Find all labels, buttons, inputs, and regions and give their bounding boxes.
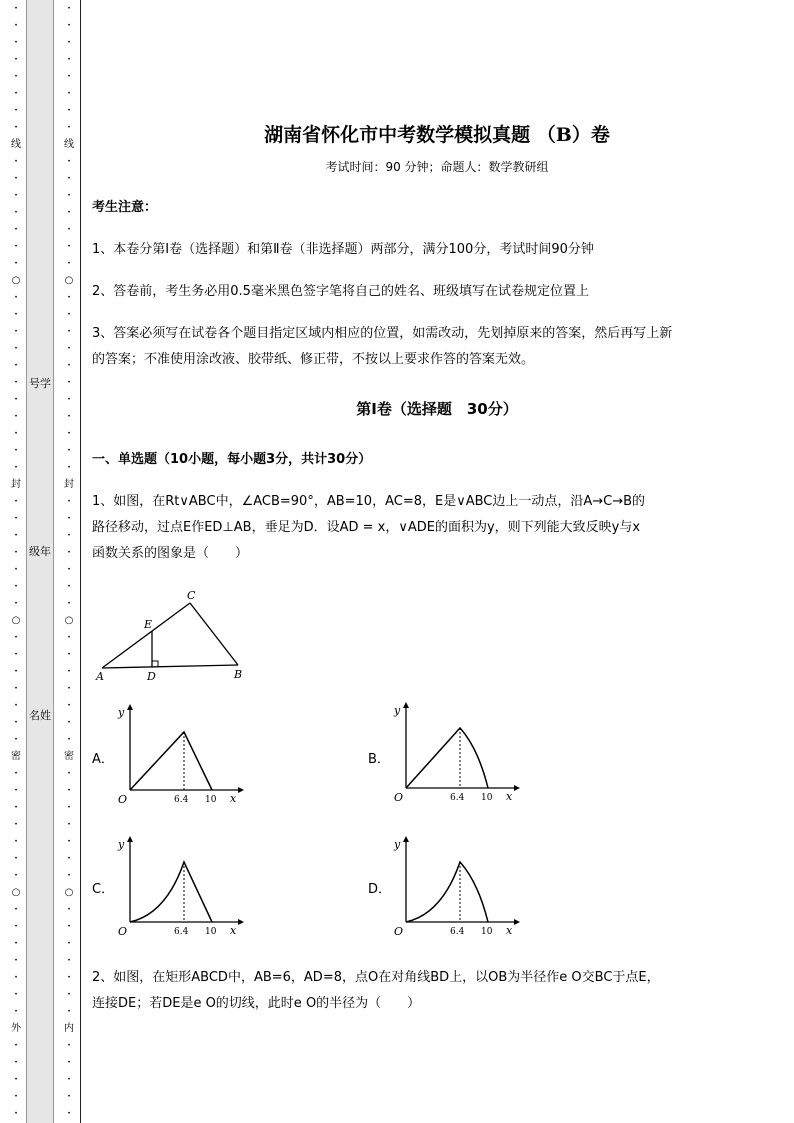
notice-item-3: 3、答案必须写在试卷各个题目指定区域内相应的位置，如需改动，先划掉原来的答案，然后再写上新: [92, 326, 673, 341]
binding-dot: •: [67, 872, 71, 879]
notice-item-2: 2、答卷前，考生务必用0.5毫米黑色签字笔将自己的姓名、班级填写在试卷规定位置上: [92, 284, 589, 299]
binding-dot: •: [14, 1042, 18, 1049]
binding-dot: •: [14, 1076, 18, 1083]
option-c-graph[interactable]: [116, 834, 246, 944]
option-d-label[interactable]: D．: [368, 882, 392, 897]
binding-dot: •: [14, 549, 18, 556]
binding-dot: •: [14, 430, 18, 437]
tick-6-4: 6.4: [174, 795, 189, 805]
binding-info-column: [26, 0, 54, 1123]
binding-label: ○: [11, 275, 21, 286]
binding-dot: •: [67, 413, 71, 420]
binding-dot: •: [14, 821, 18, 828]
binding-label: 外: [11, 1023, 21, 1034]
binding-dot: •: [67, 464, 71, 471]
notice-item-3-cont: 的答案；不准使用涂改液、胶带纸、修正带，不按以上要求作答的答案无效。: [92, 352, 535, 367]
binding-dot: •: [67, 209, 71, 216]
origin-label: O: [118, 925, 128, 938]
binding-dot: •: [67, 668, 71, 675]
binding-dot: •: [67, 974, 71, 981]
binding-dot: •: [67, 362, 71, 369]
tick-10: 10: [481, 793, 493, 803]
q2-line2: 连接DE；若DE是e O的切线，此时e O的半径为（ ）: [92, 996, 421, 1011]
binding-dot: •: [14, 345, 18, 352]
binding-dot: •: [14, 1110, 18, 1117]
binding-dots-outer: [8, 0, 24, 1123]
side-ab: [102, 665, 238, 668]
binding-dot: •: [14, 39, 18, 46]
binding-dot: •: [14, 515, 18, 522]
binding-dot: •: [14, 1008, 18, 1015]
side-cb: [190, 603, 238, 665]
label-c: C: [187, 589, 196, 602]
binding-dot: •: [67, 175, 71, 182]
label-d: D: [147, 670, 156, 683]
binding-dot: •: [14, 651, 18, 658]
binding-label: 内: [64, 1023, 74, 1034]
binding-dot: •: [67, 515, 71, 522]
name-label: 名姓: [29, 709, 51, 722]
option-b-graph[interactable]: [392, 700, 522, 810]
binding-dot: •: [67, 430, 71, 437]
binding-dot: •: [14, 787, 18, 794]
binding-dot: •: [67, 702, 71, 709]
binding-dot: •: [67, 736, 71, 743]
binding-dot: •: [67, 192, 71, 199]
tick-10: 10: [205, 795, 217, 805]
student-number-label: 号学: [29, 377, 51, 390]
binding-dot: •: [67, 226, 71, 233]
notice-item-1: 1、本卷分第Ⅰ卷（选择题）和第Ⅱ卷（非选择题）两部分，满分100分，考试时间90分钟: [92, 242, 594, 257]
binding-dot: •: [14, 1059, 18, 1066]
option-c-label[interactable]: C．: [92, 882, 115, 897]
binding-dot: •: [67, 90, 71, 97]
binding-dot: •: [67, 311, 71, 318]
q1-triangle-figure: [92, 585, 252, 685]
binding-dot: •: [67, 379, 71, 386]
binding-dot: •: [14, 702, 18, 709]
binding-dot: •: [67, 124, 71, 131]
binding-label: 密: [64, 751, 74, 762]
binding-dot: •: [14, 872, 18, 879]
x-axis-label: x: [230, 924, 237, 937]
binding-dot: •: [67, 498, 71, 505]
binding-dot: •: [67, 719, 71, 726]
binding-dot: •: [14, 124, 18, 131]
binding-dot: •: [67, 600, 71, 607]
binding-dot: •: [67, 549, 71, 556]
binding-dot: •: [67, 940, 71, 947]
curve-a: [130, 732, 212, 790]
label-b: B: [234, 668, 243, 681]
q1-line2: 路径移动，过点E作ED⊥AB，垂足为D．设AD = x，∨ADE的面积为y，则下列能大致反映y与x: [92, 520, 641, 535]
binding-dots-inner: [60, 0, 78, 1123]
section-title: 第Ⅰ卷（选择题 30分）: [356, 400, 518, 418]
binding-dot: •: [67, 107, 71, 114]
option-a-label[interactable]: A．: [92, 752, 114, 767]
binding-dot: •: [67, 787, 71, 794]
curve-d: [406, 862, 488, 922]
binding-label: ○: [64, 887, 74, 898]
binding-dot: •: [14, 90, 18, 97]
tick-6-4: 6.4: [450, 927, 465, 937]
binding-dot: •: [14, 56, 18, 63]
binding-dot: •: [14, 923, 18, 930]
binding-dot: •: [67, 651, 71, 658]
binding-dot: •: [14, 447, 18, 454]
binding-dot: •: [14, 940, 18, 947]
binding-dot: •: [67, 957, 71, 964]
binding-dot: •: [67, 1093, 71, 1100]
curve-c: [130, 862, 212, 922]
binding-dot: •: [67, 804, 71, 811]
binding-dot: •: [67, 294, 71, 301]
binding-dot: •: [67, 770, 71, 777]
binding-dot: •: [14, 22, 18, 29]
binding-dot: •: [67, 158, 71, 165]
binding-dot: •: [14, 957, 18, 964]
grade-label: 级年: [29, 545, 51, 558]
binding-dot: •: [67, 260, 71, 267]
binding-line: [80, 0, 81, 1123]
binding-dot: •: [67, 821, 71, 828]
y-axis-label: y: [394, 838, 401, 851]
binding-dot: •: [14, 855, 18, 862]
binding-dot: •: [14, 379, 18, 386]
binding-dot: •: [14, 413, 18, 420]
tick-10: 10: [205, 927, 217, 937]
binding-dot: •: [14, 260, 18, 267]
origin-label: O: [394, 791, 404, 804]
binding-dot: •: [67, 634, 71, 641]
binding-dot: •: [14, 838, 18, 845]
binding-dot: •: [14, 668, 18, 675]
binding-dot: •: [14, 583, 18, 590]
binding-dot: •: [14, 1093, 18, 1100]
binding-dot: •: [14, 294, 18, 301]
q1-line1: 1、如图，在Rt∨ABC中，∠ACB=90°，AB=10，AC=8，E是∨ABC边上一动点，沿A→C→B的: [92, 494, 646, 509]
binding-dot: •: [67, 855, 71, 862]
binding-dot: •: [14, 736, 18, 743]
binding-dot: •: [14, 5, 18, 12]
binding-label: ○: [64, 615, 74, 626]
right-angle-mark: [152, 661, 158, 667]
tick-6-4: 6.4: [174, 927, 189, 937]
x-axis-label: x: [506, 924, 513, 937]
binding-dot: •: [14, 175, 18, 182]
binding-dot: •: [14, 719, 18, 726]
origin-label: O: [118, 793, 128, 806]
binding-dot: •: [14, 685, 18, 692]
page-title: 湖南省怀化市中考数学模拟真题 （B）卷: [264, 124, 610, 146]
tick-10: 10: [481, 927, 493, 937]
q2-line1: 2、如图，在矩形ABCD中，AB=6，AD=8，点O在对角线BD上，以OB为半径作e O交BC于点E，: [92, 970, 660, 985]
binding-dot: •: [67, 583, 71, 590]
binding-dot: •: [67, 532, 71, 539]
option-b-label[interactable]: B．: [368, 752, 390, 767]
binding-dot: •: [67, 396, 71, 403]
y-axis-label: y: [118, 706, 125, 719]
binding-dot: •: [14, 158, 18, 165]
binding-label: ○: [11, 615, 21, 626]
label-e: E: [144, 618, 153, 631]
side-ac: [102, 603, 190, 668]
binding-dot: •: [67, 566, 71, 573]
tick-6-4: 6.4: [450, 793, 465, 803]
binding-dot: •: [14, 974, 18, 981]
binding-dot: •: [14, 770, 18, 777]
binding-dot: •: [14, 991, 18, 998]
binding-dot: •: [67, 56, 71, 63]
binding-dot: •: [14, 600, 18, 607]
binding-dot: •: [14, 498, 18, 505]
binding-dot: •: [14, 464, 18, 471]
binding-label: 线: [64, 139, 74, 150]
binding-dot: •: [67, 1110, 71, 1117]
binding-label: 封: [64, 479, 74, 490]
binding-dot: •: [14, 73, 18, 80]
option-d-graph[interactable]: [392, 834, 522, 944]
binding-dot: •: [14, 243, 18, 250]
binding-label: ○: [11, 887, 21, 898]
binding-dot: •: [14, 566, 18, 573]
binding-dot: •: [14, 906, 18, 913]
binding-dot: •: [14, 192, 18, 199]
origin-label: O: [394, 925, 404, 938]
binding-dot: •: [67, 39, 71, 46]
binding-dot: •: [67, 685, 71, 692]
curve-b: [406, 728, 488, 788]
binding-dot: •: [67, 838, 71, 845]
binding-dot: •: [67, 243, 71, 250]
binding-dot: •: [67, 345, 71, 352]
binding-dot: •: [14, 226, 18, 233]
option-a-graph[interactable]: [116, 702, 246, 812]
binding-label: ○: [64, 275, 74, 286]
x-axis-label: x: [230, 792, 237, 805]
binding-dot: •: [14, 396, 18, 403]
exam-info: 考试时间：90 分钟；命题人：数学教研组: [325, 160, 549, 174]
y-axis-label: y: [118, 838, 125, 851]
q1-line3: 函数关系的图象是（ ）: [92, 546, 249, 561]
binding-dot: •: [67, 73, 71, 80]
binding-dot: •: [14, 804, 18, 811]
binding-dot: •: [67, 5, 71, 12]
binding-label: 封: [11, 479, 21, 490]
binding-dot: •: [14, 634, 18, 641]
binding-dot: •: [14, 532, 18, 539]
binding-dot: •: [14, 107, 18, 114]
binding-dot: •: [67, 923, 71, 930]
y-axis-label: y: [394, 704, 401, 717]
binding-dot: •: [67, 328, 71, 335]
binding-dot: •: [14, 328, 18, 335]
binding-dot: •: [14, 311, 18, 318]
binding-dot: •: [14, 209, 18, 216]
part-heading: 一、单选题（10小题，每小题3分，共计30分）: [92, 452, 372, 467]
binding-dot: •: [67, 991, 71, 998]
binding-label: 密: [11, 751, 21, 762]
binding-dot: •: [67, 1059, 71, 1066]
binding-dot: •: [67, 1076, 71, 1083]
notice-heading: 考生注意：: [92, 200, 158, 215]
binding-dot: •: [67, 22, 71, 29]
label-a: A: [96, 670, 104, 683]
binding-dot: •: [14, 362, 18, 369]
binding-dot: •: [67, 1008, 71, 1015]
binding-label: 线: [11, 139, 21, 150]
binding-dot: •: [67, 906, 71, 913]
binding-dot: •: [67, 1042, 71, 1049]
binding-dot: •: [67, 447, 71, 454]
x-axis-label: x: [506, 790, 513, 803]
